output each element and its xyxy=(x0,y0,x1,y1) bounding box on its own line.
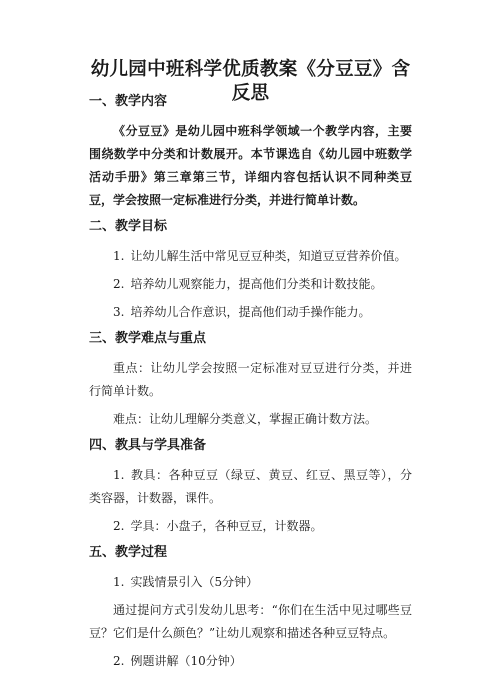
goal-item-text: 培养幼儿合作意识，提高他们动手操作能力。 xyxy=(130,305,371,319)
process-description: 通过提问方式引发幼儿思考：“你们在生活中见过哪些豆豆？它们是什么颜色？”让幼儿观察和描述各种豆豆特点。 xyxy=(89,603,412,640)
goal-item-number: 3. xyxy=(113,305,125,319)
document-title: 幼儿园中班科学优质教案《分豆豆》含反思 xyxy=(90,59,411,104)
process-step-number: 1. xyxy=(113,575,125,589)
materials-item-number: 2. xyxy=(113,519,125,533)
materials-item xyxy=(89,464,412,510)
goal-item-number: 1. xyxy=(113,249,125,263)
process-step-number: 2. xyxy=(113,654,125,668)
materials-item xyxy=(89,515,412,538)
process-step-text: 例题讲解（10分钟） xyxy=(130,654,242,668)
section-heading-difficulties: 三、教学难点与重点 xyxy=(89,331,207,346)
section-heading-teaching-process: 五、教学过程 xyxy=(89,545,168,560)
goal-item-text: 让幼儿解生活中常见豆豆种类，知道豆豆营养价值。 xyxy=(130,249,407,263)
goal-item xyxy=(89,273,412,296)
goal-item xyxy=(89,301,412,324)
section-heading-materials: 四、教具与学具准备 xyxy=(89,438,207,453)
difficulty-line: 难点：让幼儿理解分类意义，掌握正确计数方法。 xyxy=(113,412,378,426)
process-step-text: 实践情景引入（5分钟） xyxy=(130,575,259,589)
goal-item xyxy=(89,245,412,268)
materials-item-text: 教具：各种豆豆（绿豆、黄豆、红豆、黑豆等），分类容器，计数器，课件。 xyxy=(89,468,412,505)
goal-item-number: 2. xyxy=(113,277,125,291)
process-step xyxy=(89,650,412,673)
materials-item-text: 学具：小盘子，各种豆豆，计数器。 xyxy=(130,519,323,533)
section-heading-teaching-content: 一、教学内容 xyxy=(89,94,168,109)
teaching-content-paragraph: 《分豆豆》是幼儿园中班科学领域一个教学内容，主要围绕数学中分类和计数展开。本节课选自《幼儿园中班数学活动手册》第三章第三节，详细内容包括认识不同种类豆豆，学会按照一定标准进行分类，并进行简单计数。 xyxy=(89,124,412,207)
goal-item-text: 培养幼儿观察能力，提高他们分类和计数技能。 xyxy=(130,277,383,291)
process-step xyxy=(89,571,412,594)
key-point-line: 重点：让幼儿学会按照一定标准对豆豆进行分类，并进行简单计数。 xyxy=(89,361,412,398)
materials-item-number: 1. xyxy=(113,468,125,482)
section-heading-teaching-goals: 二、教学目标 xyxy=(89,219,168,234)
document-body xyxy=(89,92,412,678)
